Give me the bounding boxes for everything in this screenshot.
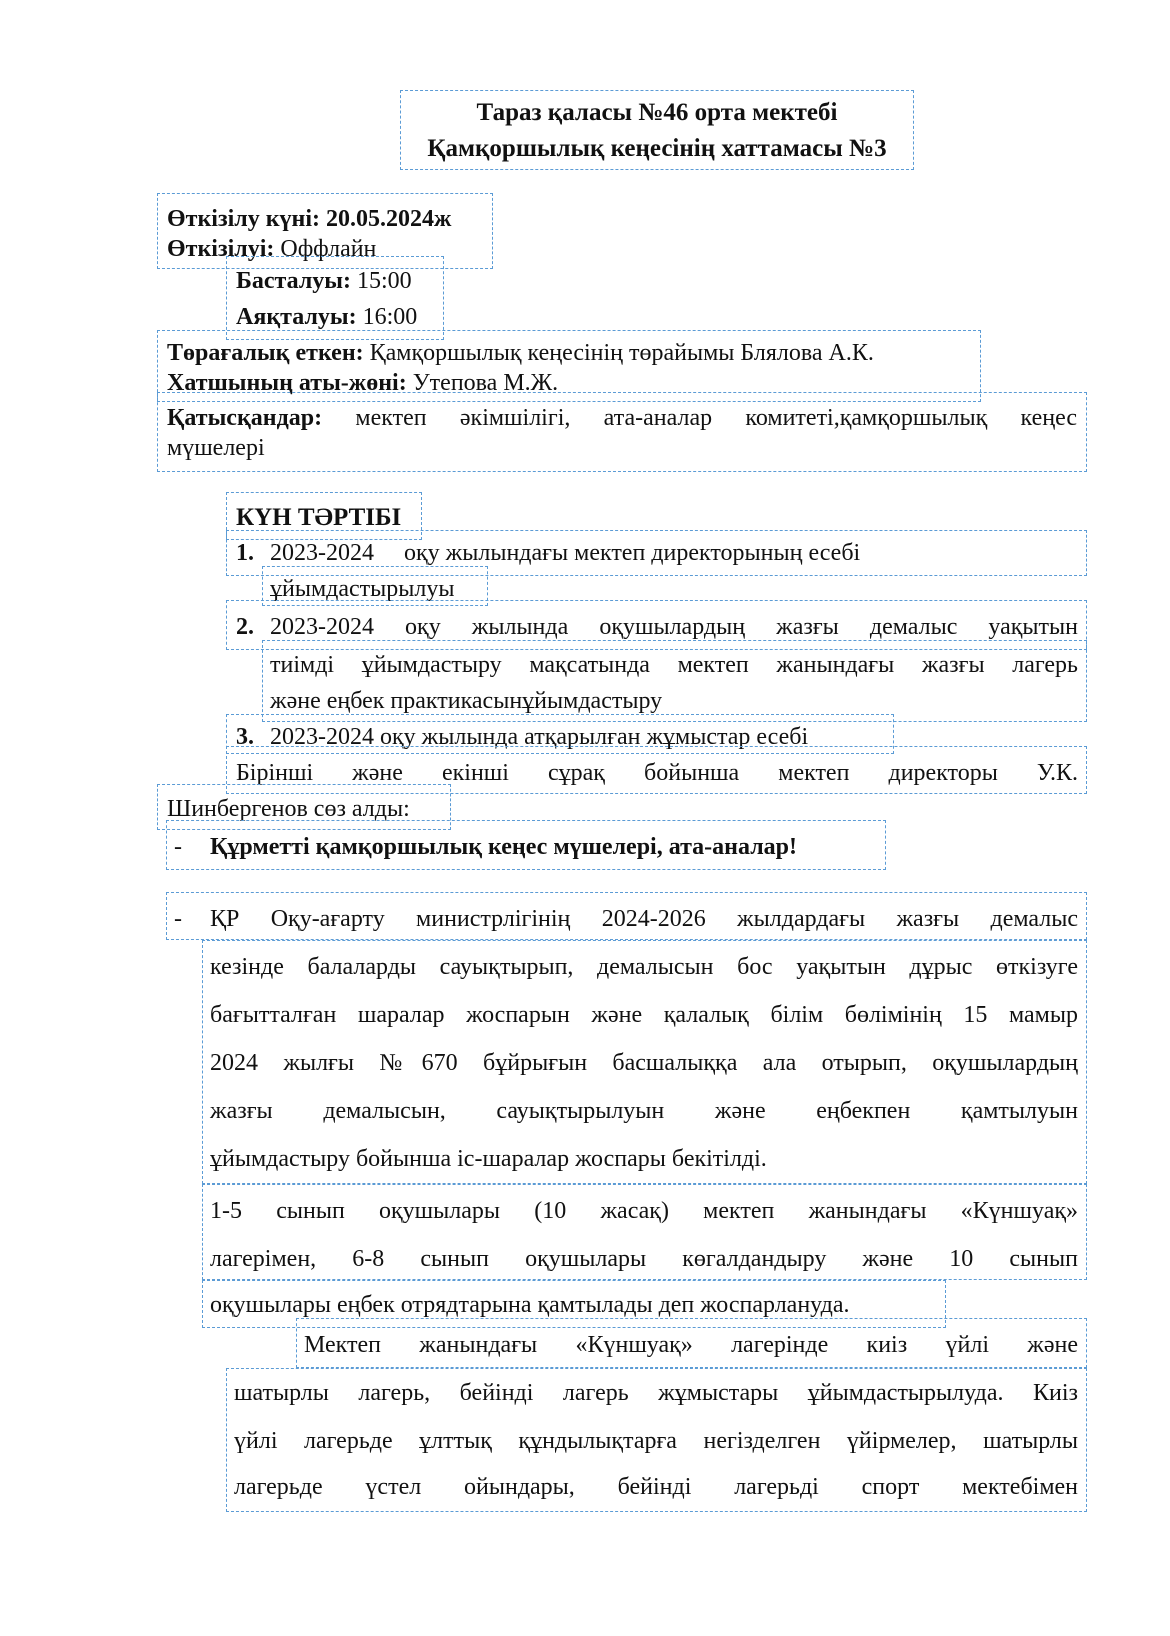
secretary-label: Хатшының аты-жөні:: [167, 370, 407, 396]
greeting-dash: -: [174, 834, 182, 860]
date-line: [167, 204, 451, 234]
p3-line-4: лагерьде үстел ойындары, бейінді лагерьді спорт мектебімен: [234, 1474, 1078, 1500]
p1-dash: -: [174, 906, 182, 932]
agenda-item-3-num: 3.: [236, 724, 254, 750]
p1-line-1: ҚР Оқу-ағарту министрлігінің 2024-2026 жылдардағы жазғы демалыс: [210, 906, 1078, 932]
secretary-value: Утепова М.Ж.: [412, 370, 559, 396]
start-label: Басталуы:: [236, 268, 352, 294]
agenda-item-2-line-1: 2023-2024 оқу жылында оқушылардың жазғы демалыс уақытын: [270, 614, 1078, 640]
p2-line-2: лагерімен, 6-8 сынып оқушылары көгалдандыру және 10 сынып: [210, 1246, 1078, 1272]
intro-line-2: Шинбергенов сөз алды:: [167, 796, 410, 822]
end-line: [236, 302, 417, 332]
participants-value-2: мүшелері: [167, 435, 265, 461]
p3-line-1: Мектеп жанындағы «Күншуақ» лагерінде киіз үйлі және: [304, 1332, 1078, 1358]
p1-line-2: кезінде балаларды сауықтырып, демалысын бос уақытын дұрыс өткізуге: [210, 954, 1078, 980]
date-value: 20.05.2024ж: [326, 206, 452, 232]
p2-line-3: оқушылары еңбек отрядтарына қамтылады деп жоспарлануда.: [210, 1292, 850, 1318]
title-line-2: Қамқоршылық кеңесінің хаттамасы №3: [427, 135, 887, 162]
p3-line-2: шатырлы лагерь, бейінді лагерь жұмыстары ұйымдастырылуда. Киіз: [234, 1380, 1078, 1406]
intro-line-1: Бірінші және екінші сұрақ бойынша мектеп директоры У.К.: [236, 760, 1078, 786]
chair-label: Төрағалық еткен:: [167, 340, 364, 366]
p1-line-6: ұйымдастыру бойынша іс-шаралар жоспары бекітілді.: [210, 1146, 767, 1172]
p1-line-3: бағытталған шаралар жоспарын және қалалық білім бөлімінің 15 мамыр: [210, 1002, 1078, 1028]
date-label: Өткізілу күні:: [167, 206, 321, 232]
p1-line-4: 2024 жылғы №670 бұйрығын басшалыққа ала отырып, оқушылардың: [210, 1050, 1078, 1076]
agenda-item-1-num: 1.: [236, 540, 254, 566]
end-value: 16:00: [362, 304, 418, 330]
agenda-item-2-line-3: және еңбек практикасынұйымдастыру: [270, 688, 663, 714]
participants-label: Қатысқандар:: [167, 405, 323, 431]
mode-label: Өткізілуі:: [167, 236, 275, 262]
agenda-item-2-line-2: тиімді ұйымдастыру мақсатында мектеп жанындағы жазғы лагерь: [270, 652, 1078, 678]
p2-line-1: 1-5 сынып оқушылары (10 жасақ) мектеп жанындағы «Күншуақ»: [210, 1198, 1078, 1224]
agenda-item-1-line-2: ұйымдастырылуы: [270, 576, 455, 602]
mode-value: Оффлайн: [280, 236, 377, 262]
agenda-heading: КҮН ТӘРТІБІ: [236, 504, 402, 531]
p1-line-5: жазғы демалысын, сауықтырылуын және еңбекпен қамтылуын: [210, 1098, 1078, 1124]
document-title: [400, 90, 914, 170]
chair-value: Қамқоршылық кеңесінің төрайымы Блялова А.К.: [369, 340, 874, 366]
end-label: Аяқталуы:: [236, 304, 357, 330]
title-line-1: Тараз қаласы №46 орта мектебі: [476, 99, 838, 126]
agenda-item-3-line-1: 2023-2024 оқу жылында атқарылған жұмыстар есебі: [270, 724, 809, 750]
p3-line-3: үйлі лагерьде ұлттық құндылықтарға негізделген үйірмелер, шатырлы: [234, 1428, 1078, 1454]
greeting-text: Құрметті қамқоршылық кеңес мүшелері, ата-аналар!: [210, 834, 798, 860]
start-line: [236, 266, 412, 296]
participants-line-1: [167, 403, 1077, 433]
start-value: 15:00: [357, 268, 412, 294]
chair-line: [167, 338, 874, 368]
participants-value-1: мектеп әкімшілігі, ата-аналар комитеті,қамқоршылық кеңес: [355, 405, 1078, 431]
agenda-item-2-num: 2.: [236, 614, 254, 640]
agenda-item-1-line-1: 2023-2024 оқу жылындағы мектеп директорының есебі: [270, 540, 861, 566]
